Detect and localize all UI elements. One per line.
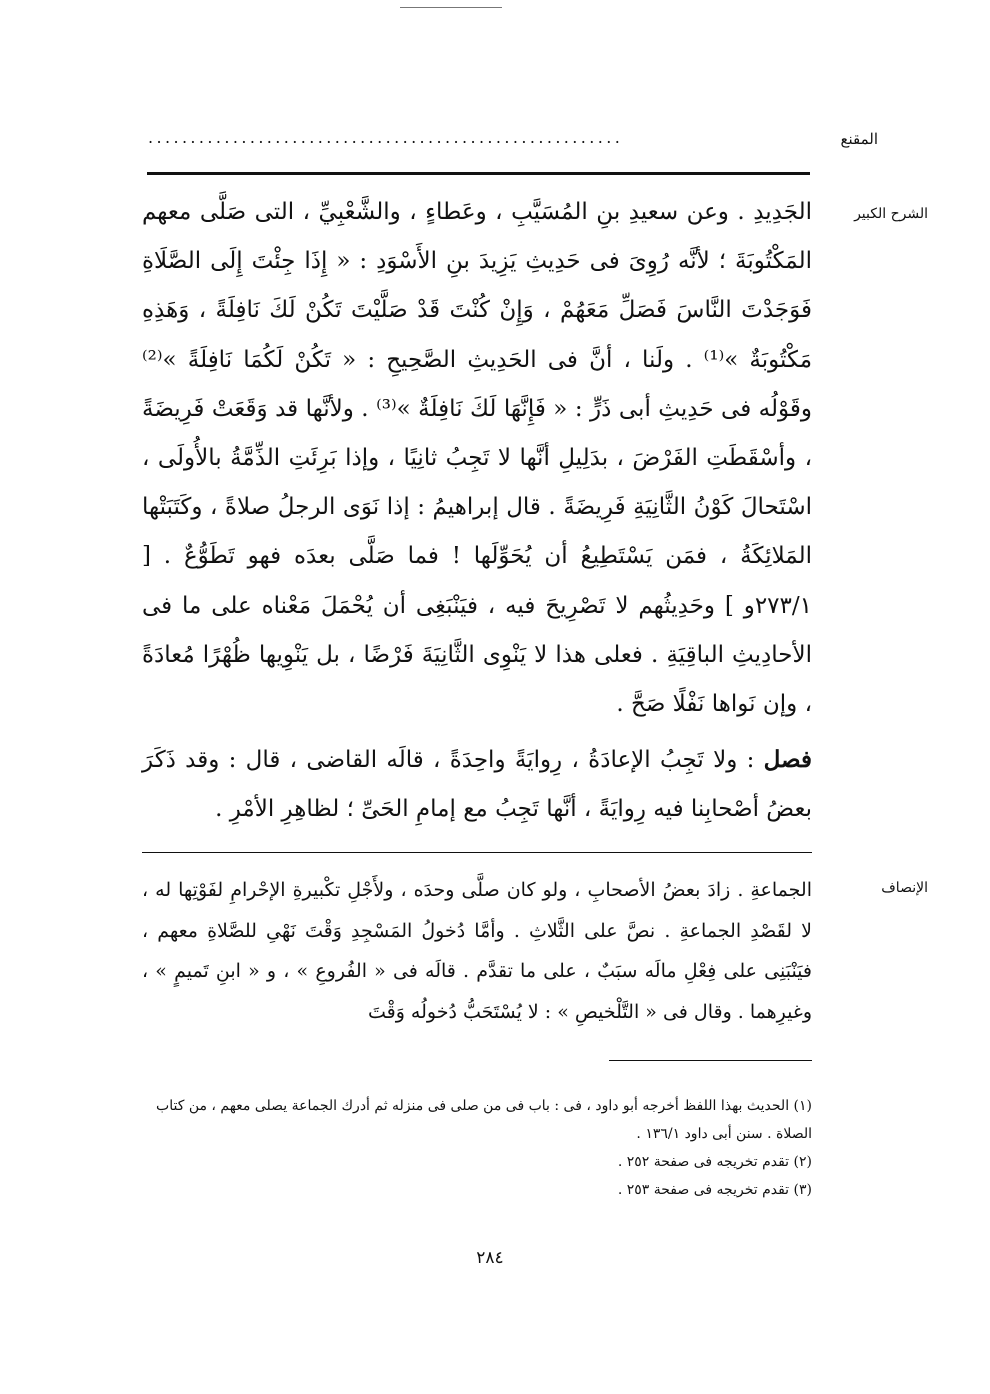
footnote-1: (١) الحديث بهذا اللفظ أخرجه أبو داود ، فى : باب فى من صلى فى منزله ثم أدرك الجماعة يصلى معهم ، من كتاب الصلاة . سنن أبى داود ١٣٦/١ . xyxy=(156,1098,812,1142)
top-rule xyxy=(400,7,502,8)
main-commentary xyxy=(142,188,812,835)
header-rule xyxy=(147,172,810,175)
page-number: ٢٨٤ xyxy=(476,1248,504,1268)
side-label-insaf: الإنصاف xyxy=(881,880,928,896)
insaf-commentary xyxy=(142,870,812,1032)
fasl-keyword: فصل xyxy=(763,746,812,774)
main-paragraph: الجَدِيدِ . وعن سعيدِ بنِ المُسَيَّبِ ، وعَطاءٍ ، والشَّعْبِيِّ ، التى صَلَّى معهم المَكْتُوبَةَ ؛ لأنَّه رُوِىَ فى حَدِيثِ يَزِيدَ بنِ الأَسْوَدِ : « إِذَا جِئْتَ إِلَى الصَّلَاةِ فَوَجَدْتَ النَّاسَ فَصَلِّ مَعَهُمْ ، وَإِنْ كُنْتَ قَدْ صَلَّيْتَ تَكُنْ لَكَ نَافِلَةً ، وَهَذِهِ مَكْتُوبَةٌ »⁽¹⁾ . ولَنا ، أنَّ فى الحَدِيثِ الصَّحِيحِ : « تَكُنْ لَكُمَا نَافِلَةً »⁽²⁾ وقَوْلُه فى حَدِيثِ أبى ذَرٍّ : « فَإِنَّهَا لَكَ نَافِلَةٌ »⁽³⁾ . ولأنَّها قد وَقَعَتْ فَرِيضَةً ، وأسْقَطَتِ الفَرْضَ ، بدَلِيلِ أنَّها لا تَجِبُ ثانِيًا ، وإذا بَرِئَتِ الذِّمَّةُ بالأُولَى ، اسْتَحالَ كَوْنُ الثَّانِيَةِ فَرِيضَةً . قال إبراهيمُ : إذا نَوَى الرجلُ صلاةً ، وكَتَبَتْها المَلائِكَةُ ، فمَن يَسْتَطِيعُ أن يُحَوِّلَها ! فما صَلَّى بعدَه فهو تَطَوُّعٌ . [ ٢٧٣/١و ] وحَدِيثُهم لا تَصْرِيحَ فيه ، فيَنْبَغِى أن يُحْمَلَ مَعْناه على ما فى الأحادِيثِ الباقِيَةِ . فعلى هذا لا يَنْوِى الثَّانِيَةَ فَرْضًا ، بل يَنْوِيها ظُهْرًا مُعادَةً ، وإن نَواها نَفْلًا صَحَّ . xyxy=(142,199,813,718)
section-divider xyxy=(142,852,812,853)
side-label-sharh: الشرح الكبير xyxy=(854,206,928,222)
running-header-title: المقنع xyxy=(840,130,878,148)
fasl-paragraph xyxy=(142,735,812,834)
footnote-3: (٣) تقدم تخريجه فى صفحة ٢٥٣ . xyxy=(617,1182,812,1198)
header-dotted-line: ........................................................ xyxy=(148,128,624,147)
footnotes xyxy=(142,1092,812,1204)
insaf-paragraph: الجماعةِ . زادَ بعضُ الأصحابِ ، ولو كان صلَّى وحدَه ، ولأَجْلِ تكْبيرةِ الإحْرامِ لفَوْتِها له ، لا لقَصْدِ الجماعةِ . نصَّ على الثَّلاثِ . وأمَّا دُخولُ المَسْجِدِ وَقْتَ نَهْىِ للصَّلاةِ معهم ، فيَنْبَنِى على فِعْلِ مالَه سبَبٌ ، على ما تقدَّم . قالَه فى « الفُروعِ » ، و « ابنِ تَميمٍ » ، وغيرِهما . وقال فى « التَّلْخيصِ » : لا يُسْتَحَبُّ دُخولُه وَقْتَ xyxy=(142,879,812,1023)
footnote-2: (٢) تقدم تخريجه فى صفحة ٢٥٢ . xyxy=(617,1154,812,1170)
footnote-divider xyxy=(609,1060,812,1061)
fasl-text: : ولا تَجِبُ الإعادَةُ ، رِوايَةً واحِدَةً ، قالَه القاضى ، قال : وقد ذَكَرَ بعضُ أصْحابِنا فيه رِوايَةً ، أنَّها تَجِبُ مع إمامِ الحَىِّ ؛ لظاهِرِ الأمْرِ . xyxy=(142,747,812,823)
